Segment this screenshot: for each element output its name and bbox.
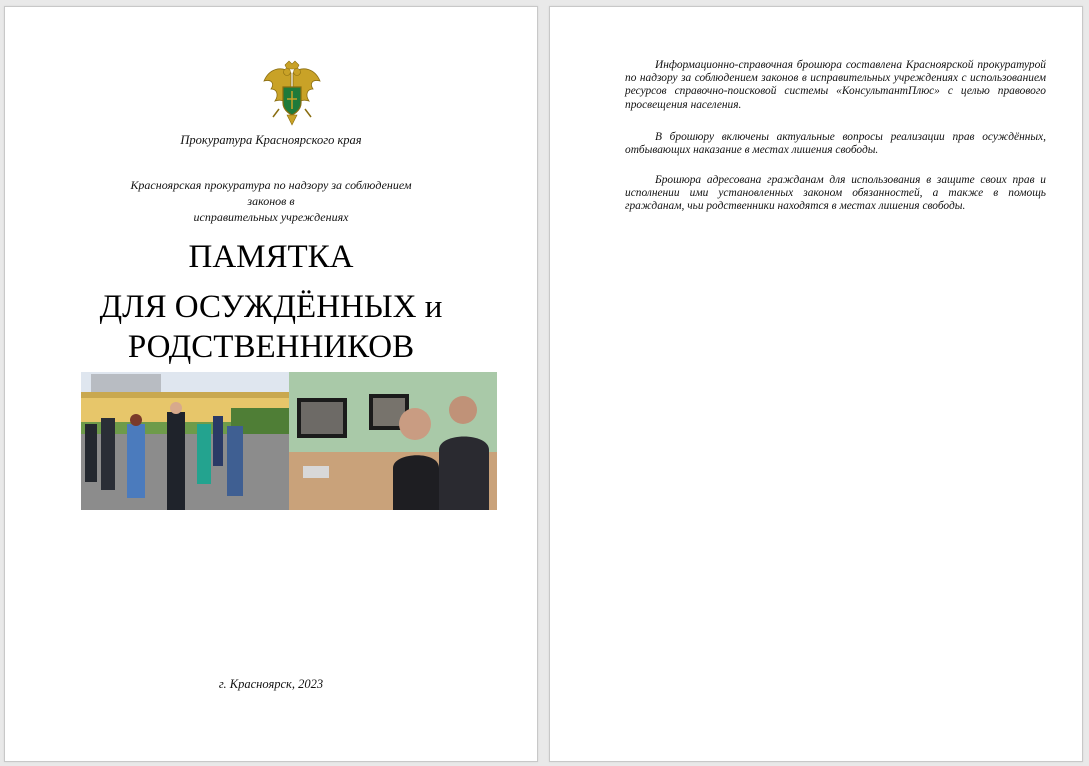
paragraph-3-text: Брошюра адресована гражданам для использования в защите своих прав и исполнении ими установленных законом обязанностей, а также в помощь гражданам, чьи родственники находятся в местах лишения свободы. (625, 174, 1046, 213)
paragraph-1-text: Информационно-справочная брошюра составлена Красноярской прокуратурой по надзору за соблюдением законов в исправительных учреждениях с использованием ресурсов справочно-поисковой системы «КонсультантПлюс» с целью правового просвещения населения. (625, 59, 1046, 111)
paragraph-3 (625, 174, 1046, 214)
subtitle-line-1: Красноярская прокуратура по надзору за соблюдением законов в (130, 178, 412, 208)
prosecutor-emblem-icon (261, 59, 323, 129)
department-subtitle (110, 177, 432, 225)
photo-video-conference (289, 372, 497, 510)
paragraph-2 (625, 131, 1046, 157)
subtitle-line-2: исправительных учреждениях (193, 210, 349, 224)
city-year: г. Красноярск, 2023 (218, 677, 324, 691)
info-page (549, 6, 1083, 762)
title-line-3: РОДСТВЕННИКОВ (127, 329, 415, 365)
title-line-2: ДЛЯ ОСУЖДЁННЫХ и (99, 289, 443, 325)
organization-name: Прокуратура Красноярского края (180, 133, 362, 147)
photo-inmates-walking (81, 372, 289, 510)
title-line-1: ПАМЯТКА (188, 239, 354, 275)
paragraph-1 (625, 59, 1046, 112)
cover-page (4, 6, 538, 762)
paragraph-2-text: В брошюру включены актуальные вопросы реализации прав осуждённых, отбывающих наказание в местах лишения свободы. (625, 131, 1046, 157)
